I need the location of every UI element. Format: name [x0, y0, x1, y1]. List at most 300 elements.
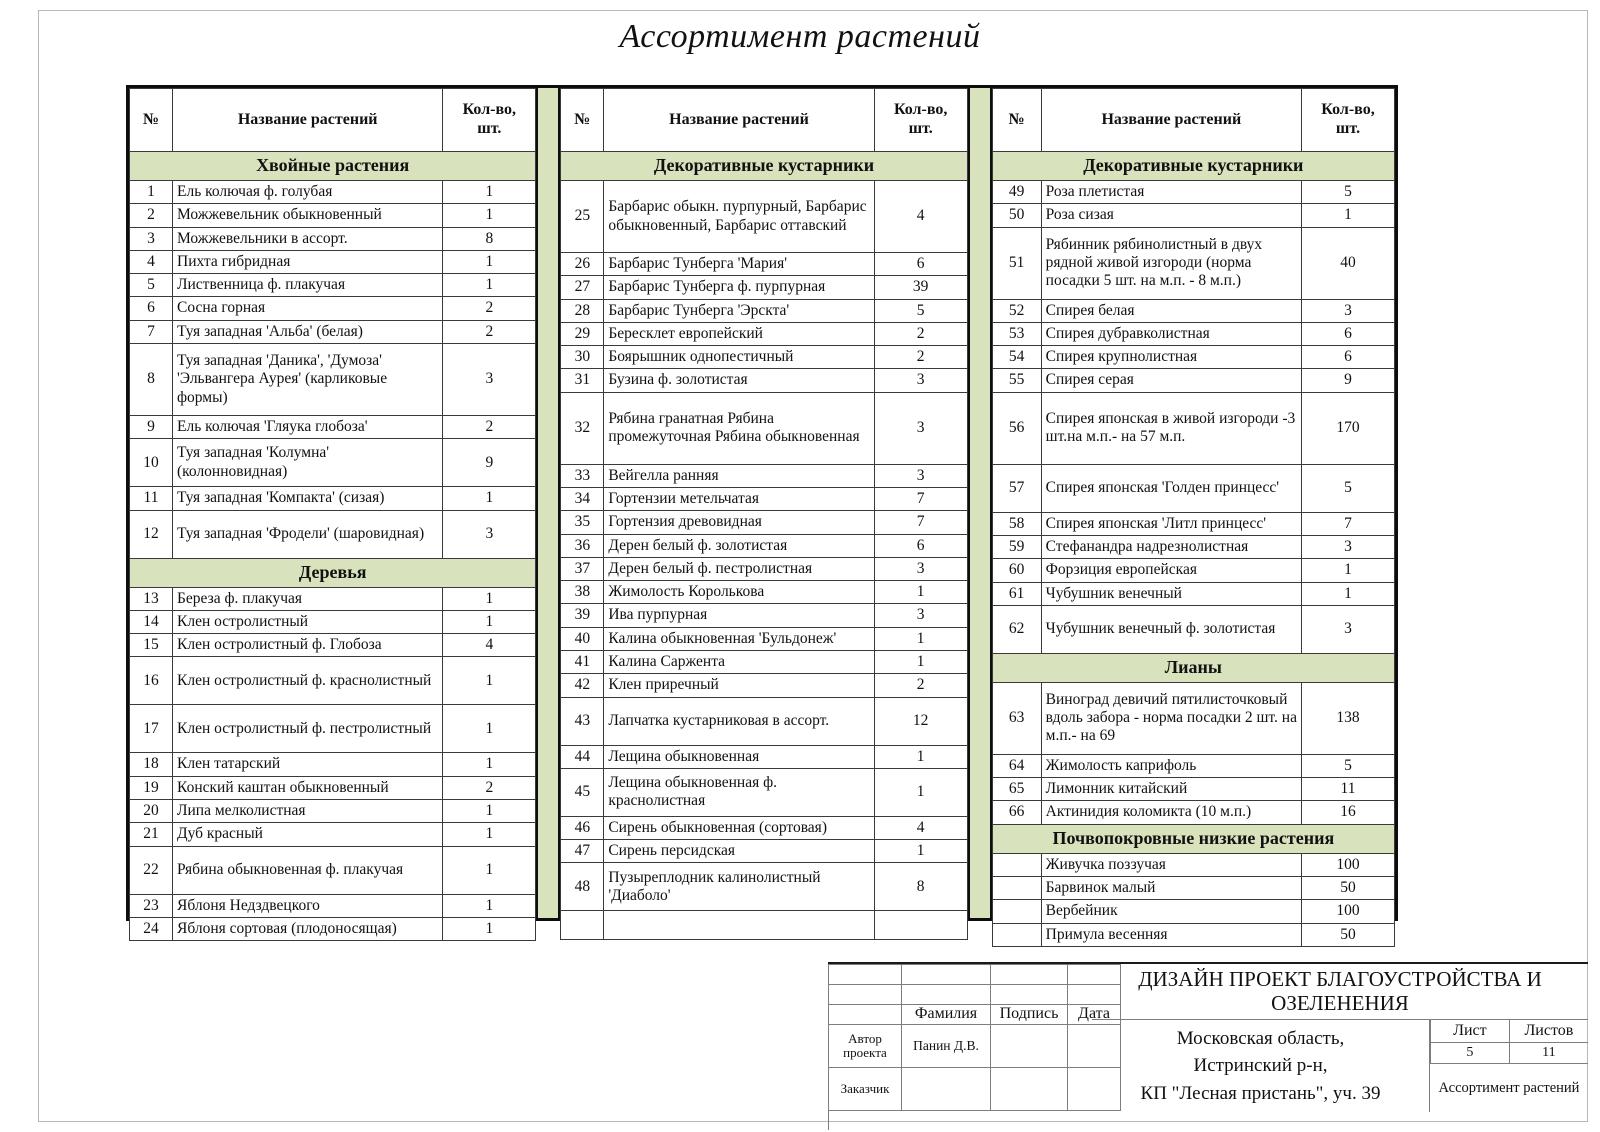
stamp-cell — [902, 1111, 991, 1131]
row-num: 26 — [561, 253, 604, 276]
row-qty: 3 — [874, 464, 967, 487]
row-name: Клен остролистный ф. пестролистный — [173, 705, 443, 753]
row-name: Калина обыкновенная 'Бульдонеж' — [604, 627, 874, 650]
stamp-header-surname: Фамилия — [902, 1005, 991, 1025]
row-num: 30 — [561, 346, 604, 369]
title-block-stamp — [828, 962, 1588, 1112]
table-header-3 — [992, 89, 1394, 152]
section-header-row — [992, 653, 1394, 682]
row-name: Спирея японская в живой изгороди -3 шт.на м.п.- на 57 м.п. — [1041, 392, 1301, 464]
row-num: 33 — [561, 464, 604, 487]
row-name: Барбарис Тунберга 'Мария' — [604, 253, 874, 276]
row-num: 42 — [561, 674, 604, 697]
project-title: ДИЗАЙН ПРОЕКТ БЛАГОУСТРОЙСТВА И ОЗЕЛЕНЕНИЯ — [1092, 964, 1588, 1020]
qty-header-line2: шт. — [477, 120, 502, 137]
col-header-name: Название растений — [1041, 89, 1301, 152]
row-num: 35 — [561, 511, 604, 534]
stamp-header-row — [829, 1005, 1121, 1025]
row-qty: 9 — [443, 439, 536, 487]
row-num: 62 — [992, 605, 1041, 653]
row-num — [992, 900, 1041, 923]
row-qty: 1 — [443, 181, 536, 204]
row-name: Дерен белый ф. пестролистная — [604, 557, 874, 580]
sheet-name: Ассортимент растений — [1438, 1079, 1580, 1096]
stamp-role-label: Заказчик — [829, 1068, 902, 1111]
stamp-header-date: Дата — [1068, 1005, 1121, 1025]
table-row — [561, 745, 967, 768]
row-name: Актинидия коломикта (10 м.п.) — [1041, 801, 1301, 824]
row-name: Рябина обыкновенная ф. плакучая — [173, 846, 443, 894]
row-name: Можжевельник обыкновенный — [173, 204, 443, 227]
table-row — [561, 276, 967, 299]
table-body-3 — [992, 152, 1394, 947]
row-name: Сосна горная — [173, 297, 443, 320]
row-name: Гортензия древовидная — [604, 511, 874, 534]
project-bottom — [1092, 1020, 1588, 1112]
row-qty: 7 — [874, 511, 967, 534]
row-name: Пихта гибридная — [173, 250, 443, 273]
col-header-num: № — [992, 89, 1041, 152]
row-name: Можжевельники в ассорт. — [173, 227, 443, 250]
row-qty: 1 — [443, 917, 536, 940]
row-qty: 6 — [1302, 322, 1395, 345]
row-qty: 6 — [1302, 346, 1395, 369]
table-header-1 — [130, 89, 536, 152]
table-row — [130, 799, 536, 822]
row-name: Виноград девичий пятилисточковый вдоль забора - норма посадки 2 шт. на м.п.- на 69 — [1041, 682, 1301, 754]
row-qty: 3 — [443, 510, 536, 558]
stamp-cell — [991, 965, 1068, 985]
row-num: 9 — [130, 415, 173, 438]
section-title: Почвопокровные низкие растения — [992, 824, 1394, 853]
stamp-role-row — [829, 1025, 1121, 1068]
table-row — [130, 320, 536, 343]
stamp-cell — [991, 1111, 1068, 1131]
row-name — [604, 911, 874, 940]
table-row — [992, 392, 1394, 464]
row-qty: 5 — [1302, 754, 1395, 777]
row-name: Спирея дубравколистная — [1041, 322, 1301, 345]
table-row — [992, 682, 1394, 754]
table-row — [992, 181, 1394, 204]
qty-header-line1: Кол-во, — [462, 101, 517, 119]
row-name: Липа мелколистная — [173, 799, 443, 822]
row-qty: 1 — [443, 610, 536, 633]
row-name: Ива пурпурная — [604, 604, 874, 627]
row-num: 55 — [992, 369, 1041, 392]
row-name: Роза плетистая — [1041, 181, 1301, 204]
table-row — [561, 863, 967, 911]
table-row — [130, 587, 536, 610]
stamp-inner — [828, 964, 1588, 1112]
row-qty: 1 — [1302, 204, 1395, 227]
row-qty: 3 — [1302, 299, 1395, 322]
row-qty: 1 — [443, 274, 536, 297]
table-row — [561, 557, 967, 580]
table-row — [130, 181, 536, 204]
row-qty: 2 — [874, 322, 967, 345]
sheets-label: Листов — [1509, 1020, 1588, 1043]
sheet-value: 5 — [1431, 1043, 1510, 1064]
stamp-cell — [902, 985, 991, 1005]
table-row — [130, 227, 536, 250]
row-num: 27 — [561, 276, 604, 299]
row-num: 3 — [130, 227, 173, 250]
row-qty: 3 — [874, 604, 967, 627]
row-num: 46 — [561, 816, 604, 839]
row-qty: 100 — [1302, 853, 1395, 876]
assortment-column-1 — [129, 88, 536, 937]
row-num: 38 — [561, 581, 604, 604]
table-row — [992, 227, 1394, 299]
table-row — [992, 923, 1394, 946]
row-num: 36 — [561, 534, 604, 557]
stamp-cell — [829, 1111, 902, 1131]
row-name: Спирея японская 'Голден принцесс' — [1041, 464, 1301, 512]
table-row — [561, 534, 967, 557]
stamp-project-info — [1092, 964, 1588, 1112]
stamp-cell — [829, 1005, 902, 1025]
row-num: 44 — [561, 745, 604, 768]
row-num: 1 — [130, 181, 173, 204]
row-qty: 4 — [874, 181, 967, 253]
row-num: 23 — [130, 894, 173, 917]
stamp-role-signature — [991, 1068, 1068, 1111]
row-name: Чубушник венечный ф. золотистая — [1041, 605, 1301, 653]
row-name: Ель колючая ф. голубая — [173, 181, 443, 204]
row-num: 59 — [992, 535, 1041, 558]
table-row — [130, 753, 536, 776]
row-name: Лиственница ф. плакучая — [173, 274, 443, 297]
plant-table-3 — [992, 88, 1395, 947]
row-num: 5 — [130, 274, 173, 297]
row-name: Клен остролистный — [173, 610, 443, 633]
row-num — [561, 911, 604, 940]
stamp-row-empty — [829, 1111, 1121, 1131]
plant-table-2 — [560, 88, 967, 940]
table-row — [130, 894, 536, 917]
row-qty: 1 — [443, 204, 536, 227]
row-name: Вейгелла ранняя — [604, 464, 874, 487]
row-num: 18 — [130, 753, 173, 776]
row-qty: 2 — [443, 776, 536, 799]
row-qty: 4 — [874, 816, 967, 839]
col-header-name: Название растений — [173, 89, 443, 152]
stamp-row-empty — [829, 965, 1121, 985]
header-row — [130, 89, 536, 152]
row-qty: 1 — [874, 840, 967, 863]
qty-header-line2: шт. — [1335, 120, 1361, 137]
row-name: Ель колючая 'Гляука глобоза' — [173, 415, 443, 438]
assortment-column-3 — [992, 88, 1395, 943]
row-qty: 3 — [874, 369, 967, 392]
stamp-cell — [1068, 1111, 1121, 1131]
table-row — [130, 439, 536, 487]
row-name: Конский каштан обыкновенный — [173, 776, 443, 799]
row-num: 53 — [992, 322, 1041, 345]
row-qty: 1 — [443, 250, 536, 273]
row-num: 13 — [130, 587, 173, 610]
row-name: Бересклет европейский — [604, 322, 874, 345]
row-qty: 5 — [874, 299, 967, 322]
table-row — [561, 697, 967, 745]
table-row — [992, 369, 1394, 392]
row-num: 54 — [992, 346, 1041, 369]
plant-table-1 — [129, 88, 536, 941]
row-num: 48 — [561, 863, 604, 911]
table-body-1 — [130, 152, 536, 941]
row-num: 61 — [992, 582, 1041, 605]
sheet-table — [1430, 1020, 1588, 1064]
qty-header-line1: Кол-во, — [1321, 101, 1375, 119]
section-header-row — [992, 152, 1394, 181]
row-qty: 7 — [874, 487, 967, 510]
row-num: 25 — [561, 181, 604, 253]
table-row — [130, 846, 536, 894]
stamp-signature-table-wrap — [828, 964, 1110, 1112]
row-name: Бузина ф. золотистая — [604, 369, 874, 392]
table-row — [992, 346, 1394, 369]
plant-assortment-block — [126, 85, 1398, 943]
table-row — [992, 535, 1394, 558]
row-qty: 100 — [1302, 900, 1395, 923]
row-name: Клен приречный — [604, 674, 874, 697]
row-num: 37 — [561, 557, 604, 580]
section-header-row — [992, 824, 1394, 853]
row-name: Барбарис Тунберга 'Эрскта' — [604, 299, 874, 322]
row-qty: 4 — [443, 634, 536, 657]
row-qty: 1 — [1302, 582, 1395, 605]
row-qty: 12 — [874, 697, 967, 745]
table-row — [561, 487, 967, 510]
row-name: Чубушник венечный — [1041, 582, 1301, 605]
address-line-2: Истринский р-н, — [1193, 1055, 1328, 1077]
row-num: 41 — [561, 650, 604, 673]
address-line-3: КП "Лесная пристань", уч. 39 — [1140, 1082, 1381, 1104]
row-qty: 1 — [874, 627, 967, 650]
section-title: Лианы — [992, 653, 1394, 682]
table-row — [130, 634, 536, 657]
row-qty: 138 — [1302, 682, 1395, 754]
row-name: Береза ф. плакучая — [173, 587, 443, 610]
stamp-cell — [829, 965, 902, 985]
row-name: Боярышник однопестичный — [604, 346, 874, 369]
page-title: Ассортимент растений — [619, 18, 981, 55]
row-name: Туя западная 'Колумна' (колонновидная) — [173, 439, 443, 487]
row-name: Роза сизая — [1041, 204, 1301, 227]
row-name: Барбарис Тунберга ф. пурпурная — [604, 276, 874, 299]
row-num: 14 — [130, 610, 173, 633]
stamp-cell — [902, 965, 991, 985]
row-qty: 2 — [874, 346, 967, 369]
table-row-empty — [561, 911, 967, 940]
row-num: 52 — [992, 299, 1041, 322]
row-name: Стефанандра надрезнолистная — [1041, 535, 1301, 558]
row-name: Яблоня Недздвецкого — [173, 894, 443, 917]
header-row — [561, 89, 967, 152]
table-row — [561, 346, 967, 369]
table-row — [561, 674, 967, 697]
table-row — [992, 801, 1394, 824]
row-qty: 2 — [443, 415, 536, 438]
section-title: Деревья — [130, 558, 536, 587]
table-row — [561, 511, 967, 534]
table-row — [130, 657, 536, 705]
section-header-row — [130, 558, 536, 587]
section-title: Декоративные кустарники — [992, 152, 1394, 181]
row-num: 64 — [992, 754, 1041, 777]
row-name: Лещина обыкновенная ф. краснолистная — [604, 768, 874, 816]
table-header-2 — [561, 89, 967, 152]
section-header-row — [130, 152, 536, 181]
row-name: Клен остролистный ф. Глобоза — [173, 634, 443, 657]
row-qty: 1 — [443, 894, 536, 917]
row-name: Примула весенняя — [1041, 923, 1301, 946]
row-num: 66 — [992, 801, 1041, 824]
stamp-role-signature — [991, 1025, 1068, 1068]
row-num: 6 — [130, 297, 173, 320]
row-num: 47 — [561, 840, 604, 863]
row-num: 40 — [561, 627, 604, 650]
row-num: 31 — [561, 369, 604, 392]
table-row — [561, 253, 967, 276]
column-separator-2 — [968, 88, 992, 918]
row-qty: 1 — [443, 846, 536, 894]
table-row — [561, 181, 967, 253]
table-row — [130, 917, 536, 940]
row-name: Дерен белый ф. золотистая — [604, 534, 874, 557]
stamp-body — [829, 965, 1121, 1131]
table-row — [561, 464, 967, 487]
table-row — [992, 754, 1394, 777]
row-num: 22 — [130, 846, 173, 894]
row-qty: 6 — [874, 534, 967, 557]
table-row — [561, 840, 967, 863]
table-row — [561, 650, 967, 673]
table-row — [992, 322, 1394, 345]
col-header-name: Название растений — [604, 89, 874, 152]
row-name: Рябина гранатная Рябина промежуточная Рябина обыкновенная — [604, 392, 874, 464]
row-qty: 8 — [874, 863, 967, 911]
row-name: Лимонник китайский — [1041, 778, 1301, 801]
row-num: 28 — [561, 299, 604, 322]
section-title: Декоративные кустарники — [561, 152, 967, 181]
row-name: Спирея японская 'Литл принцесс' — [1041, 512, 1301, 535]
sheet-info-box — [1430, 1020, 1588, 1112]
col-header-qty — [874, 89, 967, 152]
col-header-num: № — [561, 89, 604, 152]
sheet-header-row — [1431, 1020, 1589, 1043]
table-row — [130, 204, 536, 227]
row-name: Жимолость Королькова — [604, 581, 874, 604]
row-name: Сирень персидская — [604, 840, 874, 863]
row-num: 29 — [561, 322, 604, 345]
table-row — [992, 582, 1394, 605]
row-qty: 3 — [1302, 605, 1395, 653]
row-num: 32 — [561, 392, 604, 464]
row-name: Барбарис обыкн. пурпурный, Барбарис обыкновенный, Барбарис оттавский — [604, 181, 874, 253]
table-row — [130, 297, 536, 320]
row-qty: 3 — [874, 392, 967, 464]
table-row — [992, 900, 1394, 923]
header-row — [992, 89, 1394, 152]
row-num: 7 — [130, 320, 173, 343]
table-row — [561, 627, 967, 650]
row-num — [992, 876, 1041, 899]
table-row — [561, 604, 967, 627]
row-name: Форзиция европейская — [1041, 559, 1301, 582]
row-num: 60 — [992, 559, 1041, 582]
table-row — [130, 250, 536, 273]
row-num: 10 — [130, 439, 173, 487]
row-num: 39 — [561, 604, 604, 627]
table-row — [992, 853, 1394, 876]
col-header-qty — [1302, 89, 1395, 152]
row-num: 8 — [130, 343, 173, 415]
qty-header-line1: Кол-во, — [893, 101, 948, 119]
table-row — [992, 512, 1394, 535]
row-num: 21 — [130, 823, 173, 846]
row-num: 19 — [130, 776, 173, 799]
row-name: Сирень обыкновенная (сортовая) — [604, 816, 874, 839]
row-name: Пузыреплодник калинолистный 'Диаболо' — [604, 863, 874, 911]
table-row — [561, 369, 967, 392]
stamp-signature-table — [828, 964, 1121, 1130]
row-qty: 1 — [1302, 559, 1395, 582]
row-qty: 1 — [443, 587, 536, 610]
row-name: Яблоня сортовая (плодоносящая) — [173, 917, 443, 940]
row-num: 24 — [130, 917, 173, 940]
row-name: Калина Саржента — [604, 650, 874, 673]
sheet-label: Лист — [1431, 1020, 1510, 1043]
stamp-cell — [829, 985, 902, 1005]
row-num: 50 — [992, 204, 1041, 227]
row-num: 56 — [992, 392, 1041, 464]
row-qty: 1 — [443, 823, 536, 846]
row-qty: 1 — [443, 705, 536, 753]
row-name: Рябинник рябинолистный в двух рядной живой изгороди (норма посадки 5 шт. на м.п. - 8 м.п.) — [1041, 227, 1301, 299]
row-qty: 16 — [1302, 801, 1395, 824]
row-num: 58 — [992, 512, 1041, 535]
row-num: 15 — [130, 634, 173, 657]
row-qty: 2 — [874, 674, 967, 697]
table-row — [130, 487, 536, 510]
table-body-2 — [561, 152, 967, 940]
row-qty: 50 — [1302, 876, 1395, 899]
row-qty: 1 — [443, 799, 536, 822]
stamp-role-surname — [902, 1068, 991, 1111]
table-row — [130, 823, 536, 846]
row-name: Жимолость каприфоль — [1041, 754, 1301, 777]
table-row — [992, 876, 1394, 899]
row-qty: 11 — [1302, 778, 1395, 801]
row-qty: 1 — [443, 657, 536, 705]
row-qty: 1 — [874, 650, 967, 673]
table-row — [561, 299, 967, 322]
table-row — [992, 204, 1394, 227]
row-name: Лапчатка кустарниковая в ассорт. — [604, 697, 874, 745]
row-num: 45 — [561, 768, 604, 816]
stamp-role-row — [829, 1068, 1121, 1111]
row-num: 57 — [992, 464, 1041, 512]
row-name: Спирея крупнолистная — [1041, 346, 1301, 369]
row-num: 20 — [130, 799, 173, 822]
stamp-row-empty — [829, 985, 1121, 1005]
row-qty: 3 — [874, 557, 967, 580]
table-row — [130, 343, 536, 415]
table-row — [130, 415, 536, 438]
row-qty: 1 — [874, 581, 967, 604]
